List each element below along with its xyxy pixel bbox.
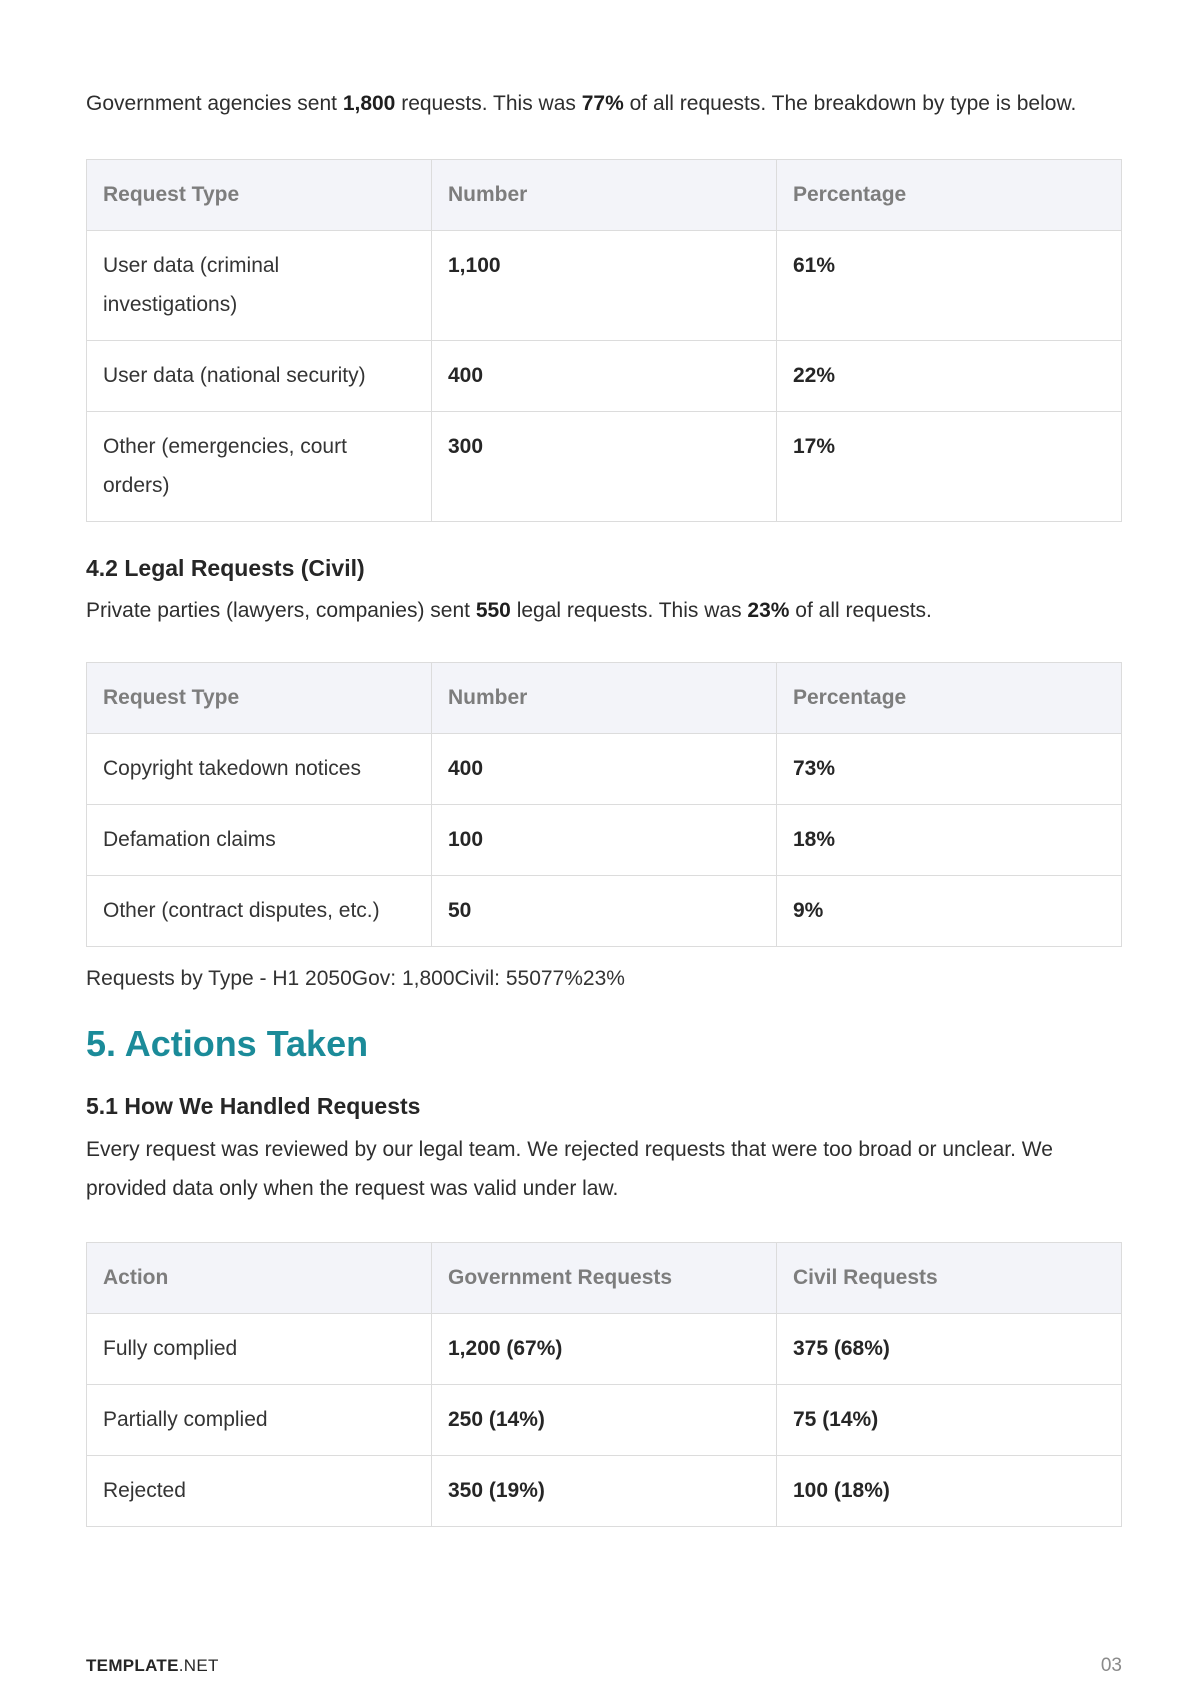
table-row [87, 1385, 1122, 1456]
civil-intro-paragraph [86, 591, 1122, 630]
page-number: 03 [1100, 1655, 1122, 1676]
cell-government: 350 (19%) [432, 1456, 777, 1527]
table-header-row [87, 1243, 1122, 1314]
cell-percentage: 17% [777, 412, 1122, 522]
gov-total-count: 1,800 [342, 92, 396, 115]
cell-request-type: Defamation claims [87, 805, 432, 876]
table-row [87, 876, 1122, 947]
cell-civil: 100 (18%) [777, 1456, 1122, 1527]
civil-requests-table [86, 662, 1122, 947]
handled-subsection-heading: 5.1 How We Handled Requests [86, 1093, 421, 1119]
gov-share-percent: 77% [581, 92, 624, 115]
brand-suffix: .NET [178, 1656, 219, 1675]
header-action: Action [87, 1243, 432, 1314]
gov-intro-paragraph [86, 84, 1122, 123]
chart-caption-text: Requests by Type - H1 2050Gov: 1,800Civil: 55077%23% [86, 967, 625, 990]
cell-number: 400 [432, 341, 777, 412]
cell-number: 100 [432, 805, 777, 876]
cell-number: 1,100 [432, 231, 777, 341]
cell-civil: 75 (14%) [777, 1385, 1122, 1456]
table-row [87, 734, 1122, 805]
table-header-row [87, 663, 1122, 734]
table-row [87, 805, 1122, 876]
cell-number: 400 [432, 734, 777, 805]
header-request-type: Request Type [87, 160, 432, 231]
brand-name: TEMPLATE [86, 1656, 179, 1675]
cell-government: 250 (14%) [432, 1385, 777, 1456]
civil-total-count: 550 [475, 599, 511, 622]
gov-intro-text-2: requests. This was [395, 92, 582, 115]
header-number: Number [432, 663, 777, 734]
handled-paragraph: Every request was reviewed by our legal team. We rejected requests that were too broad or unclear. We provided data only when the request was valid under law. [86, 1138, 1053, 1200]
cell-government: 1,200 (67%) [432, 1314, 777, 1385]
table-row [87, 412, 1122, 522]
header-request-type: Request Type [87, 663, 432, 734]
cell-request-type: Other (emergencies, court orders) [87, 412, 432, 522]
civil-intro-text-3: of all requests. [789, 599, 932, 622]
civil-section-heading: 4.2 Legal Requests (Civil) [86, 555, 365, 581]
footer-brand-logo [86, 1656, 219, 1676]
gov-intro-text-3: of all requests. The breakdown by type is below. [623, 92, 1077, 115]
cell-request-type: Copyright takedown notices [87, 734, 432, 805]
cell-number: 50 [432, 876, 777, 947]
cell-request-type: User data (criminal investigations) [87, 231, 432, 341]
cell-percentage: 61% [777, 231, 1122, 341]
cell-action: Rejected [87, 1456, 432, 1527]
table-header-row [87, 160, 1122, 231]
document-page [86, 84, 1122, 1527]
cell-percentage: 18% [777, 805, 1122, 876]
cell-percentage: 22% [777, 341, 1122, 412]
table-row [87, 1314, 1122, 1385]
cell-action: Partially complied [87, 1385, 432, 1456]
header-percentage: Percentage [777, 663, 1122, 734]
civil-share-percent: 23% [747, 599, 790, 622]
cell-number: 300 [432, 412, 777, 522]
civil-intro-text-1: Private parties (lawyers, companies) sent [86, 599, 476, 622]
cell-percentage: 9% [777, 876, 1122, 947]
header-percentage: Percentage [777, 160, 1122, 231]
cell-action: Fully complied [87, 1314, 432, 1385]
cell-percentage: 73% [777, 734, 1122, 805]
civil-intro-text-2: legal requests. This was [510, 599, 748, 622]
header-number: Number [432, 160, 777, 231]
table-row [87, 341, 1122, 412]
actions-table [86, 1242, 1122, 1527]
table-row [87, 231, 1122, 341]
cell-civil: 375 (68%) [777, 1314, 1122, 1385]
header-civil-requests: Civil Requests [777, 1243, 1122, 1314]
gov-intro-text-1: Government agencies sent [86, 92, 343, 115]
header-government-requests: Government Requests [432, 1243, 777, 1314]
actions-section-title: 5. Actions Taken [86, 1023, 369, 1064]
cell-request-type: Other (contract disputes, etc.) [87, 876, 432, 947]
table-row [87, 1456, 1122, 1527]
cell-request-type: User data (national security) [87, 341, 432, 412]
gov-requests-table [86, 159, 1122, 522]
